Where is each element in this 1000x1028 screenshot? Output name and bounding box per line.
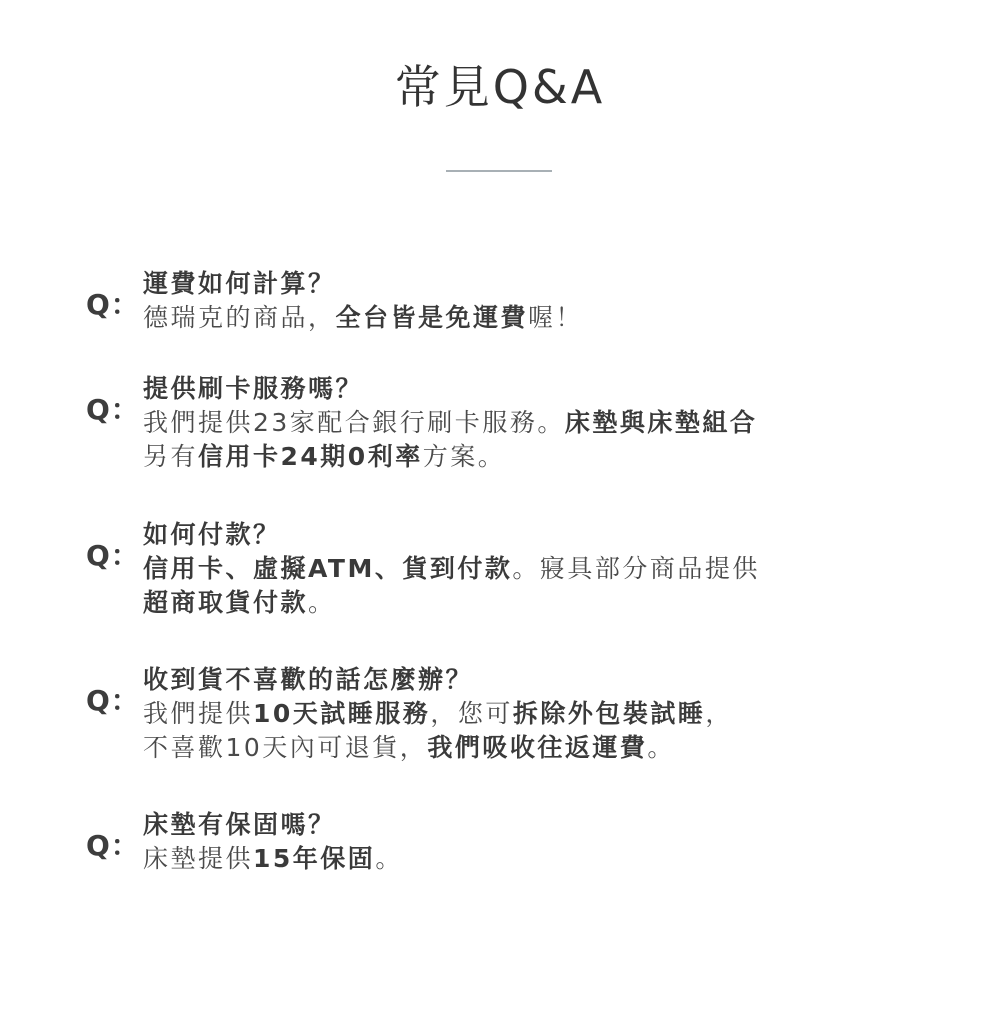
faq-answer-line: [143, 697, 903, 731]
answer-text: 德瑞克的商品，: [143, 303, 336, 332]
title-divider: [446, 170, 552, 172]
faq-question: 提供刷卡服務嗎？: [143, 374, 364, 403]
answer-text: ，: [705, 699, 733, 728]
faq-content: [143, 518, 903, 620]
answer-text: 喔！: [528, 303, 584, 332]
faq-answer-line: [143, 440, 903, 474]
faq-content: [143, 372, 903, 474]
answer-text: 我們提供23家配合銀行刷卡服務。: [143, 408, 565, 437]
answer-highlight: 拆除外包裝試睡: [512, 699, 706, 728]
answer-text: 另有: [143, 442, 199, 471]
faq-question: 床墊有保固嗎？: [143, 810, 336, 839]
answer-text: ，您可: [430, 699, 513, 728]
faq-content: [143, 267, 903, 335]
answer-text: 。: [375, 844, 403, 873]
answer-text: 床墊提供: [143, 844, 254, 873]
q-label: Q：: [86, 684, 140, 717]
q-label: Q：: [86, 829, 140, 862]
answer-text: 。寢具部分商品提供: [512, 554, 760, 583]
page-title: 常見Q&A: [394, 60, 606, 114]
answer-text: 我們提供: [143, 699, 254, 728]
faq-answer-line: [143, 842, 903, 876]
answer-highlight: 信用卡、虛擬ATM、貨到付款: [143, 554, 513, 583]
faq-answer-line: [143, 552, 903, 586]
answer-highlight: 我們吸收往返運費: [427, 733, 648, 762]
faq-content: [143, 808, 903, 876]
answer-highlight: 超商取貨付款: [143, 588, 309, 617]
answer-text: 。: [647, 733, 675, 762]
faq-answer-line: [143, 301, 903, 335]
q-label: Q：: [86, 539, 140, 572]
faq-question: 運費如何計算？: [143, 269, 336, 298]
answer-text: 。: [308, 588, 336, 617]
answer-text: 不喜歡10天內可退貨，: [143, 733, 428, 762]
answer-text: 方案。: [422, 442, 506, 471]
faq-question: 如何付款？: [143, 520, 281, 549]
faq-answer-line: [143, 586, 903, 620]
answer-highlight: 全台皆是免運費: [335, 303, 529, 332]
faq-answer-line: [143, 406, 903, 440]
answer-highlight: 床墊與床墊組合: [564, 408, 758, 437]
q-label: Q：: [86, 393, 140, 426]
answer-highlight: 信用卡24期0利率: [198, 442, 423, 471]
answer-highlight: 15年保固: [253, 844, 376, 873]
q-label: Q：: [86, 288, 140, 321]
faq-content: [143, 663, 903, 765]
faq-question: 收到貨不喜歡的話怎麼辦？: [143, 665, 474, 694]
answer-highlight: 10天試睡服務: [253, 699, 431, 728]
faq-answer-line: [143, 731, 903, 765]
